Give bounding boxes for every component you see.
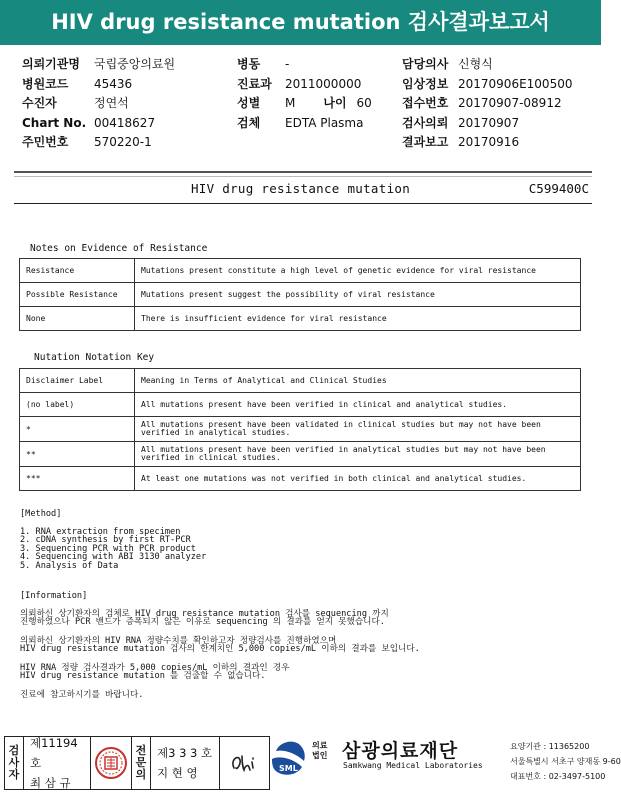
specialist-label-char: 의 xyxy=(135,768,147,781)
header-row-sex-age xyxy=(237,94,372,114)
org-contact xyxy=(510,739,621,784)
department-label: 진료과 xyxy=(237,76,272,91)
notation-meaning: All mutations present have been verified in clinical and analytical studies. xyxy=(135,393,581,417)
evidence-table xyxy=(19,258,581,331)
notation-row xyxy=(20,442,581,467)
sml-badge-text: SML xyxy=(279,764,298,773)
org-english-name: Samkwang Medical Laboratories xyxy=(343,761,483,770)
sex-label: 성별 xyxy=(237,96,261,110)
notation-heading: Nutation Notation Key xyxy=(34,352,155,363)
header-row-receipt-no xyxy=(402,94,572,114)
notation-meaning: All mutations present have been verified in analytical studies but may not have been verified in clinical studies. xyxy=(135,442,581,467)
resident-no-label: 주민번호 xyxy=(22,135,69,149)
request-date-value: 20170907 xyxy=(458,115,520,130)
examiner-info xyxy=(24,737,91,789)
request-date-label: 검사의뢰 xyxy=(402,115,449,130)
method-step: 5. Analysis of Data xyxy=(20,560,119,571)
clinical-info-label: 임상정보 xyxy=(402,76,449,91)
notation-meaning: All mutations present have been validated in clinical studies but may not have been verified in analytical studies. xyxy=(135,417,581,442)
notation-row xyxy=(20,417,581,442)
patient-value: 정연석 xyxy=(94,96,129,110)
header-row-request-date xyxy=(402,114,572,134)
evidence-heading: Notes on Evidence of Resistance xyxy=(30,243,208,254)
header-row-institution xyxy=(22,55,175,75)
information-line: HIV RNA 정량 검사결과가 5,000 copies/mL 이하의 결과인 경우 xyxy=(20,662,290,673)
resident-no-value: 570220-1 xyxy=(94,135,152,149)
specialist-label-char: 문 xyxy=(135,756,147,769)
notation-label: Disclaimer Label xyxy=(20,369,135,393)
evidence-term: Possible Resistance xyxy=(20,283,135,307)
sml-logo-icon xyxy=(270,737,310,781)
evidence-term: Resistance xyxy=(20,259,135,283)
sex-value: M xyxy=(285,96,296,110)
lab-logo-block xyxy=(270,737,621,789)
seal-stamp-icon xyxy=(94,746,128,780)
header-row-clinical-info xyxy=(402,75,572,95)
physician-label: 담당의사 xyxy=(402,57,449,71)
information-line: HIV drug resistance mutation 를 검출할 수 없습니다. xyxy=(20,671,266,681)
header-row-physician xyxy=(402,55,572,75)
information-line: 진료에 참고하시기를 바랍니다. xyxy=(20,689,144,700)
org-type xyxy=(312,741,327,761)
evidence-row xyxy=(20,283,581,307)
information-section xyxy=(20,592,420,699)
notation-label: ** xyxy=(20,442,135,467)
org-type-line: 의료 xyxy=(312,741,328,750)
notation-table xyxy=(19,368,581,491)
examiner-seal xyxy=(91,737,132,789)
method-step: 3. Sequencing PCR with PCR product xyxy=(20,543,196,554)
examiner-label-char: 자 xyxy=(8,768,20,781)
header-row-chart-no xyxy=(22,114,175,134)
notation-row xyxy=(20,369,581,393)
evidence-term: None xyxy=(20,307,135,331)
chart-no-label: Chart No. xyxy=(22,115,87,130)
specimen-label: 검체 xyxy=(237,115,261,130)
specimen-value: EDTA Plasma xyxy=(285,115,364,130)
report-title-banner: HIV drug resistance mutation 검사결과보고서 xyxy=(0,0,601,45)
chart-no-value: 00418627 xyxy=(94,115,156,130)
examiner-vertical-label xyxy=(5,737,24,789)
information-line: 의뢰하신 상기환자의 HIV RNA 정량수치를 확인하고자 정량검사를 진행하였으며 xyxy=(20,635,337,646)
method-section xyxy=(20,510,206,570)
handwritten-signature-icon xyxy=(228,748,262,778)
header-row-ward xyxy=(237,55,372,75)
notation-label: (no label) xyxy=(20,393,135,417)
physician-value: 신형식 xyxy=(458,57,493,71)
patient-label: 수진자 xyxy=(22,96,57,110)
header-row-department xyxy=(237,75,372,95)
header-row-hospital-code xyxy=(22,75,175,95)
examiner-name: 최 삼 규 xyxy=(30,776,71,790)
age-label: 나이 xyxy=(323,96,347,110)
method-step: 2. cDNA synthesis by first RT-PCR xyxy=(20,535,191,545)
evidence-meaning: Mutations present suggest the possibility of viral resistance xyxy=(135,283,581,307)
notation-label: *** xyxy=(20,467,135,491)
institution-label: 의뢰기관명 xyxy=(22,57,80,71)
specialist-name: 지 현 영 xyxy=(157,766,198,780)
notation-meaning: Meaning in Terms of Analytical and Clinical Studies xyxy=(135,369,581,393)
signature-box xyxy=(4,736,270,790)
examiner-label-char: 사 xyxy=(8,756,20,769)
header-row-patient xyxy=(22,94,175,114)
ward-value: - xyxy=(285,57,290,71)
method-step: 1. RNA extraction from specimen xyxy=(20,526,181,537)
notation-row xyxy=(20,393,581,417)
department-value: 2011000000 xyxy=(285,76,362,91)
evidence-row xyxy=(20,259,581,283)
receipt-no-label: 접수번호 xyxy=(402,96,449,110)
patient-info-column-2 xyxy=(237,55,372,133)
notation-row xyxy=(20,467,581,491)
org-type-line: 법인 xyxy=(312,751,328,760)
header-row-specimen xyxy=(237,114,372,134)
org-code: 요양기관 : 11365200 xyxy=(510,742,590,751)
title-divider xyxy=(14,203,592,204)
specialist-info xyxy=(151,737,220,789)
examiner-license: 제11194호 xyxy=(30,736,78,770)
specialist-vertical-label xyxy=(132,737,151,789)
org-address: 서울특별시 서초구 양재동 9-60 xyxy=(510,757,621,766)
information-heading: [Information] xyxy=(20,591,88,601)
information-line: HIV drug resistance mutation 검사의 한계치인 5,000 copies/mL 이하의 결과를 보입니다. xyxy=(20,644,420,654)
header-row-resident-no xyxy=(22,133,175,153)
method-heading: [Method] xyxy=(20,509,62,519)
information-line: 진행하였으나 PCR 밴드가 증폭되지 않은 이유로 sequencing 의 결과를 얻지 못했습니다. xyxy=(20,617,385,627)
header-divider-thin xyxy=(14,176,592,177)
method-step: 4. Sequencing with ABI 3130 analyzer xyxy=(20,552,207,562)
header-divider-thick xyxy=(14,171,592,173)
institution-value: 국립중앙의료원 xyxy=(94,57,176,71)
examiner-label-char: 검 xyxy=(8,744,20,757)
notation-meaning: At least one mutations was not verified in both clinical and analytical studies. xyxy=(135,467,581,491)
report-date-label: 결과보고 xyxy=(402,135,449,149)
header-row-report-date xyxy=(402,133,572,153)
org-name: 삼광의료재단 xyxy=(342,740,459,762)
report-date-value: 20170916 xyxy=(458,135,520,149)
specialist-label-char: 전 xyxy=(135,744,147,757)
patient-info-column-1 xyxy=(22,55,175,153)
receipt-no-value: 20170907-08912 xyxy=(458,96,562,110)
test-name-title: HIV drug resistance mutation xyxy=(190,181,411,196)
test-code: C599400C xyxy=(528,181,589,196)
evidence-row xyxy=(20,307,581,331)
org-phone: 대표번호 : 02-3497-5100 xyxy=(510,772,606,781)
information-line: 의뢰하신 상기환자의 검체로 HIV drug resistance mutation 검사를 sequencing 까지 xyxy=(20,608,389,619)
hospital-code-label: 병원코드 xyxy=(22,76,69,91)
specialist-signature xyxy=(220,737,269,789)
evidence-meaning: There is insufficient evidence for viral resistance xyxy=(135,307,581,331)
age-value: 60 xyxy=(356,96,372,110)
evidence-meaning: Mutations present constitute a high level of genetic evidence for viral resistance xyxy=(135,259,581,283)
specialist-license: 제3 3 3 호 xyxy=(157,746,213,760)
notation-label: * xyxy=(20,417,135,442)
hospital-code-value: 45436 xyxy=(94,76,133,91)
ward-label: 병동 xyxy=(237,57,261,71)
patient-info-column-3 xyxy=(402,55,572,153)
clinical-info-value: 20170906E100500 xyxy=(458,76,573,91)
